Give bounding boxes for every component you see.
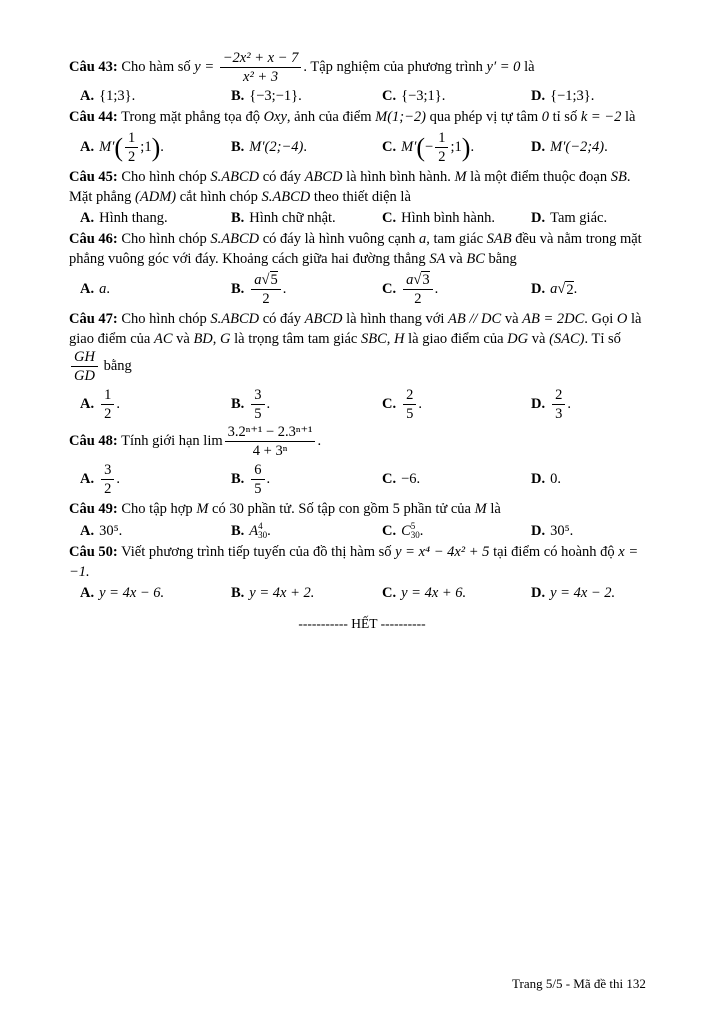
option-label: A. <box>80 522 95 539</box>
option-d[interactable]: D. M′(−2;4) . <box>531 139 608 155</box>
option-label: A. <box>80 585 95 601</box>
question-text: là hình thang với <box>346 311 445 327</box>
fraction-numerator: a√5 <box>251 272 280 290</box>
question-text: bằng <box>488 251 517 267</box>
option-a[interactable]: A. a . <box>80 281 110 297</box>
math: a <box>419 231 427 247</box>
question-text: là <box>490 501 501 517</box>
question-label: Câu 44: <box>69 109 118 125</box>
option-text: y = 4x + 6. <box>401 585 467 601</box>
option-label: C. <box>382 139 397 155</box>
option-a[interactable]: A. {1;3} . <box>80 88 136 104</box>
superscript: 5 <box>410 521 416 531</box>
question-text: phần tử của <box>403 501 471 517</box>
math: S.ABCD <box>210 311 260 327</box>
option-c[interactable] <box>382 585 531 602</box>
question-label: Câu 46: <box>69 231 118 247</box>
question-47 <box>69 309 655 384</box>
question-48: Câu 48: Tính giới hạn lim $\frac{\text{3.2ⁿ⁺¹ − 2.3ⁿ⁺¹}}{\text{4 + 3ⁿ}}$ . <box>69 424 322 459</box>
math: DG <box>507 331 529 347</box>
question-label: Câu 50: <box>69 544 118 560</box>
sqrt-radicand: 3 <box>422 272 430 288</box>
option-text: y = 4x + 2. <box>249 585 315 601</box>
option-text: M′(2;−4) <box>249 139 304 155</box>
question-label: Câu 49: <box>69 501 118 517</box>
math: a <box>550 281 558 297</box>
math: Oxy <box>263 109 287 125</box>
math: H <box>394 331 405 347</box>
option-text: 30⁵ <box>99 522 119 539</box>
math: 0 <box>541 109 549 125</box>
question-text: . Mặt phẳng <box>69 169 631 205</box>
math: ;1 <box>140 139 152 155</box>
fraction <box>125 130 138 165</box>
math: M(1;−2) <box>375 109 426 125</box>
question-43 <box>69 50 655 85</box>
end-marker: ----------- HẾT ---------- <box>298 616 426 631</box>
exam-page <box>69 50 655 632</box>
option-d[interactable] <box>531 585 651 602</box>
limit-fraction <box>225 424 316 459</box>
option-d[interactable]: D. 0 . <box>531 471 561 487</box>
question-text: . Tỉ số <box>584 331 621 347</box>
option-text: y = 4x − 6. <box>99 585 165 601</box>
math: ABCD <box>304 311 343 327</box>
question-50 <box>69 542 655 582</box>
function-fraction <box>220 50 302 85</box>
question-label: Câu 47: <box>69 311 118 327</box>
question-text: , tam giác <box>426 231 484 247</box>
question-text: có đáy là hình vuông cạnh <box>262 231 416 247</box>
fraction-numerator: 3 <box>101 462 114 480</box>
option-label: C. <box>382 210 397 226</box>
option-label: B. <box>231 396 245 412</box>
question-text: và <box>449 251 463 267</box>
question-49 <box>69 499 655 519</box>
math: G <box>220 331 231 347</box>
question-text: là hình bình hành. <box>346 169 451 185</box>
fraction-denominator: 5 <box>406 406 414 422</box>
option-label: C. <box>382 281 397 297</box>
question-44 <box>69 107 655 127</box>
option-a[interactable] <box>80 585 231 602</box>
superscript: 4 <box>258 521 263 531</box>
option-text: {−3;−1} <box>249 88 299 104</box>
question-label: Câu 43: <box>69 58 118 75</box>
option-label: C. <box>382 396 397 412</box>
math: O <box>616 311 628 327</box>
fraction <box>552 387 565 422</box>
subscript: 30 <box>258 530 268 540</box>
option-text: y = 4x − 2. <box>550 585 616 601</box>
answer-options <box>80 130 655 165</box>
option-b[interactable] <box>231 210 382 227</box>
fraction-denominator: 5 <box>254 406 262 422</box>
answer-options <box>80 210 655 227</box>
fraction-denominator: 5 <box>254 481 262 497</box>
subscript: 30 <box>410 530 420 540</box>
math: lim <box>203 432 223 449</box>
option-label: B. <box>231 585 245 601</box>
question-text: là giao điểm của <box>69 311 642 347</box>
question-text: Cho hàm số <box>121 58 191 75</box>
math: ;1 <box>450 139 462 155</box>
math: 30 <box>229 501 244 517</box>
math: S.ABCD <box>261 189 311 205</box>
option-text: −6 <box>401 471 417 487</box>
question-text: qua phép vị tự tâm <box>429 109 539 125</box>
fraction <box>403 387 416 422</box>
option-label: C. <box>382 88 397 104</box>
option-label: A. <box>80 396 95 412</box>
option-text: Tam giác. <box>550 210 608 226</box>
fraction <box>403 272 432 307</box>
answer-options <box>80 462 655 497</box>
question-text: , <box>386 331 391 347</box>
option-label: B. <box>231 522 245 539</box>
option-label: D. <box>531 281 546 297</box>
question-text: và <box>531 331 546 347</box>
option-d[interactable]: D. {−1;3} . <box>531 88 595 104</box>
math: (ADM) <box>135 189 177 205</box>
math: SBC <box>360 331 387 347</box>
option-text: Hình thang. <box>99 210 168 226</box>
answer-options <box>80 88 655 105</box>
option-label: A. <box>80 88 95 104</box>
option-a[interactable]: A. 30⁵ . <box>80 522 123 539</box>
option-label: D. <box>531 210 546 226</box>
question-text: cắt hình chóp <box>179 189 258 205</box>
fraction-denominator: 2 <box>128 149 136 165</box>
question-text: Cho hình chóp <box>121 169 207 185</box>
question-text: đều và nằm trong mặt phẳng vuông góc với đáy. Khoảng cách giữa hai đường thẳng <box>69 231 642 267</box>
ratio-fraction <box>71 349 98 384</box>
question-text: là <box>624 109 636 125</box>
fraction-denominator: 2 <box>438 149 446 165</box>
option-d[interactable]: D. a √ 2 . <box>531 281 578 298</box>
fraction-numerator: 1 <box>101 387 114 405</box>
option-text: {−1;3} <box>550 88 591 104</box>
fraction-denominator: 2 <box>104 406 112 422</box>
question-text: là một điểm thuộc đoạn <box>470 169 608 185</box>
math: AC <box>153 331 173 347</box>
fraction-denominator: 2 <box>104 481 112 497</box>
question-text: bằng <box>103 357 132 374</box>
math: BD <box>193 331 213 347</box>
question-text: có <box>212 501 226 517</box>
option-label: D. <box>531 522 546 539</box>
answer-options <box>80 272 655 307</box>
option-b[interactable]: B. A 4 30 . <box>231 521 271 540</box>
math: A <box>249 522 259 539</box>
fraction <box>101 387 114 422</box>
question-text: . Gọi <box>584 311 614 327</box>
question-text: Cho tập hợp <box>121 501 193 517</box>
math: k = −2 <box>580 109 622 125</box>
option-text: Hình chữ nhật. <box>249 210 336 226</box>
math: AB = 2DC <box>522 311 585 327</box>
math: SB <box>610 169 627 185</box>
math: a <box>254 272 262 288</box>
option-c[interactable] <box>382 210 531 227</box>
option-text: 0 <box>550 471 558 487</box>
question-text: là trọng tâm tam giác <box>234 331 358 347</box>
question-text: và <box>504 311 519 327</box>
fraction-numerator: 2 <box>552 387 565 405</box>
answer-options <box>80 387 655 422</box>
option-label: B. <box>231 88 245 104</box>
question-text: Tính giới hạn <box>121 432 200 449</box>
option-label: D. <box>531 396 546 412</box>
question-text: tại điểm có hoành độ <box>493 544 615 560</box>
question-text: . Tập nghiệm của phương trình <box>303 58 483 75</box>
question-text: , <box>212 331 217 347</box>
math: M <box>196 501 209 517</box>
option-label: A. <box>80 471 95 487</box>
option-text: a <box>99 281 107 297</box>
answer-options <box>80 585 655 602</box>
fraction-numerator: 1 <box>125 130 138 148</box>
option-c[interactable]: C. {−3;1} . <box>382 88 446 104</box>
question-text: , ảnh của điểm <box>286 109 372 125</box>
math: ABCD <box>304 169 343 185</box>
option-label: C. <box>382 522 397 539</box>
math: M′ <box>99 139 115 155</box>
math: M <box>474 501 487 517</box>
fraction-denominator: 4 + 3ⁿ <box>252 443 288 459</box>
option-a[interactable]: A. $\frac{1}{2}$ . <box>80 387 120 422</box>
question-label: Câu 48: <box>69 432 118 449</box>
sqrt-radicand: 2 <box>566 281 574 298</box>
question-text: và <box>176 331 190 347</box>
option-a[interactable] <box>80 210 231 227</box>
option-label: B. <box>231 210 245 226</box>
math: x = −1. <box>69 544 639 580</box>
fraction-numerator: 1 <box>435 130 448 148</box>
option-text: M′(−2;4) <box>550 139 605 155</box>
fraction-numerator: GH <box>71 349 98 367</box>
question-text: Trong mặt phẳng tọa độ <box>121 109 260 125</box>
math: M′ <box>401 139 417 155</box>
question-text: có đáy <box>262 169 301 185</box>
fraction <box>251 387 264 422</box>
option-b[interactable]: B. $\frac{a√5}{2}$ . <box>231 272 287 307</box>
question-text: tỉ số <box>552 109 578 125</box>
math: a <box>406 272 414 288</box>
fraction <box>101 462 114 497</box>
option-d[interactable]: D. 30⁵ . <box>531 522 574 539</box>
option-c[interactable]: C. $\frac{a√3}{2}$ . <box>382 272 439 307</box>
question-label: Câu 45: <box>69 169 118 185</box>
question-text: Cho hình chóp <box>121 231 207 247</box>
option-d[interactable] <box>531 210 651 227</box>
option-a[interactable]: A. M′ ( $\frac{1}{2}$ ;1 ) . <box>80 130 164 165</box>
option-label: B. <box>231 139 245 155</box>
option-b[interactable]: B. M′(2;−4) . <box>231 139 307 155</box>
math: 5 <box>392 501 400 517</box>
fraction-numerator: −2x² + x − 7 <box>220 50 302 68</box>
sqrt-radicand: 5 <box>270 272 278 288</box>
option-label: B. <box>231 281 245 297</box>
fraction-numerator: 3.2ⁿ⁺¹ − 2.3ⁿ⁺¹ <box>225 424 316 442</box>
page-footer: Trang 5/5 - Mã đề thi 132 <box>512 976 646 991</box>
option-label: A. <box>80 210 95 226</box>
math: BC <box>466 251 485 267</box>
question-text: có đáy <box>262 311 301 327</box>
option-c[interactable]: C. C 5 30 . <box>382 521 424 540</box>
question-text: là <box>524 58 535 75</box>
fraction <box>251 272 280 307</box>
question-text: theo thiết diện là <box>313 189 411 205</box>
fraction-denominator: 2 <box>414 291 422 307</box>
fraction-denominator: 2 <box>262 291 270 307</box>
math: SAB <box>486 231 512 247</box>
math: SA <box>429 251 446 267</box>
question-45 <box>69 167 655 207</box>
option-a[interactable]: A. $\frac{3}{2}$ . <box>80 462 120 497</box>
math: y = <box>194 58 215 75</box>
math: y′ = 0 <box>486 58 521 75</box>
math: AB // DC <box>448 311 502 327</box>
option-c[interactable]: C. $\frac{2}{5}$ . <box>382 387 422 422</box>
option-c[interactable]: C. −6 . <box>382 471 421 487</box>
fraction-denominator: GD <box>74 368 95 384</box>
fraction-denominator: x² + 3 <box>243 69 279 85</box>
option-label: A. <box>80 139 95 155</box>
option-label: A. <box>80 281 95 297</box>
option-b[interactable]: B. $\frac{3}{5}$ . <box>231 387 271 422</box>
option-text: {−3;1} <box>401 88 442 104</box>
fraction-numerator: 2 <box>403 387 416 405</box>
option-b[interactable] <box>231 585 382 602</box>
option-d[interactable]: D. $\frac{2}{3}$ . <box>531 387 571 422</box>
question-46 <box>69 229 655 269</box>
math: (SAC) <box>549 331 585 347</box>
math: S.ABCD <box>210 169 260 185</box>
option-label: C. <box>382 471 397 487</box>
option-b[interactable]: B. $\frac{6}{5}$ . <box>231 462 271 497</box>
option-label: D. <box>531 471 546 487</box>
option-label: D. <box>531 139 546 155</box>
question-text: là giao điểm của <box>408 331 504 347</box>
fraction-denominator: 3 <box>555 406 563 422</box>
option-label: D. <box>531 585 546 601</box>
fraction-numerator: 3 <box>251 387 264 405</box>
option-text: 30⁵ <box>550 522 570 539</box>
option-label: B. <box>231 471 245 487</box>
question-text: Viết phương trình tiếp tuyến của đồ thị hàm số <box>121 544 392 560</box>
option-b[interactable]: B. {−3;−1} . <box>231 88 302 104</box>
fraction-numerator: a√3 <box>403 272 432 290</box>
question-text: phần tử. Số tập con gồm <box>247 501 390 517</box>
option-text: {1;3} <box>99 88 132 104</box>
fraction-numerator: 6 <box>251 462 264 480</box>
math: M <box>454 169 467 185</box>
option-text: Hình bình hành. <box>401 210 495 226</box>
math: S.ABCD <box>210 231 260 247</box>
option-c[interactable]: C. M′ ( − $\frac{1}{2}$ ;1 ) . <box>382 130 475 165</box>
option-label: C. <box>382 585 397 601</box>
option-label: D. <box>531 88 546 104</box>
fraction <box>251 462 264 497</box>
math: y = x⁴ − 4x² + 5 <box>395 544 490 560</box>
answer-options <box>80 522 655 540</box>
fraction <box>435 130 448 165</box>
math: − <box>425 139 434 155</box>
question-text: Cho hình chóp <box>121 311 207 327</box>
math: C <box>401 522 411 539</box>
